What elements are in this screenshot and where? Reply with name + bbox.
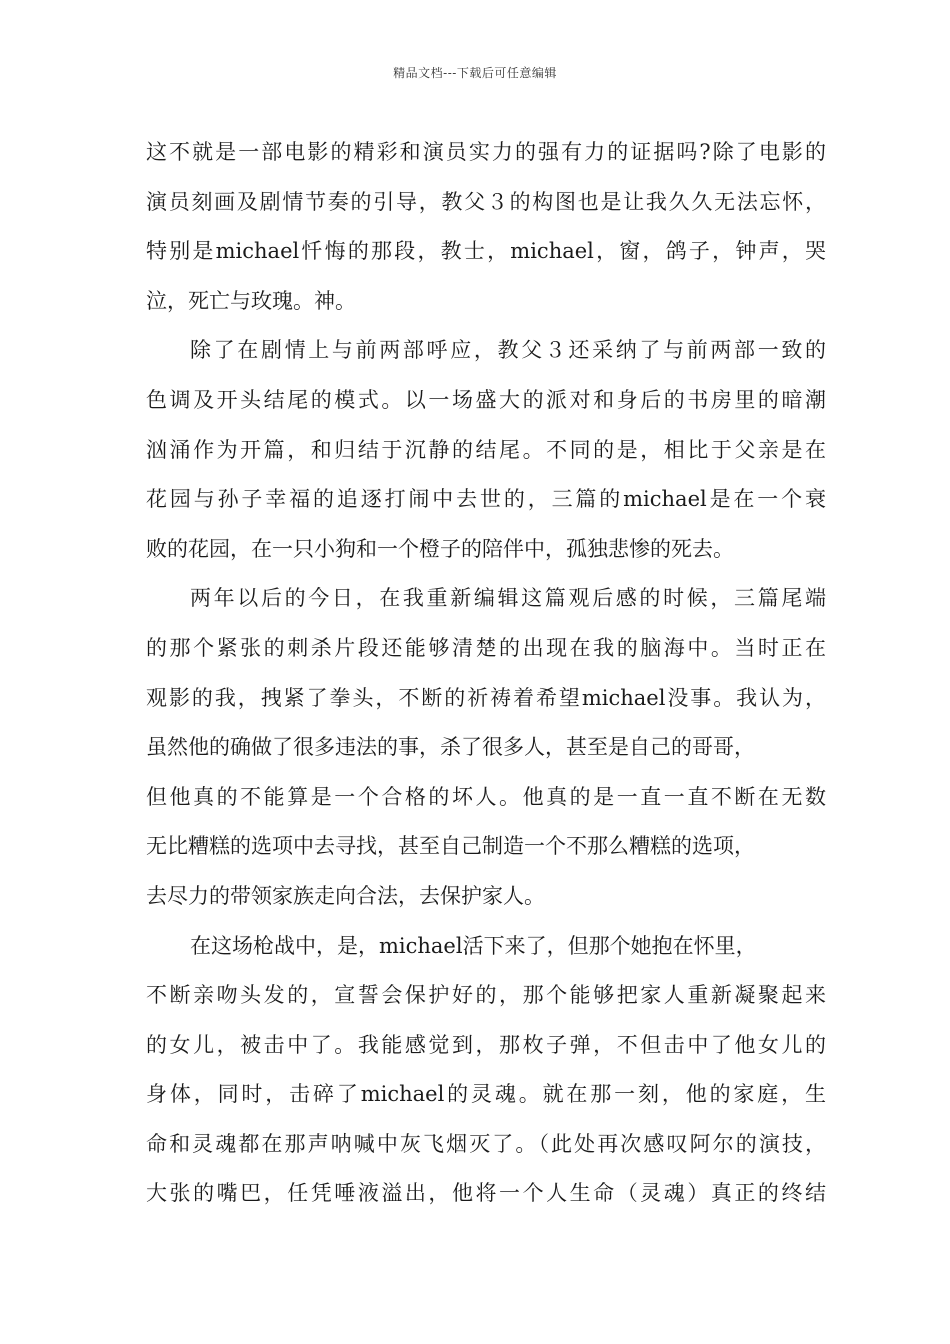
text-line: 的女儿，被击中了。我能感觉到，那枚子弹，不但击中了他女儿的 <box>146 1032 826 1057</box>
text-line: 观影的我，拽紧了拳头，不断的祈祷着希望michael没事。我认为， <box>146 685 826 710</box>
text-line: 两年以后的今日，在我重新编辑这篇观后感的时候，三篇尾端 <box>190 586 826 611</box>
text-line: 泣，死亡与玫瑰。神。 <box>146 288 356 313</box>
page-header: 精品文档---下载后可任意编辑 <box>393 66 557 80</box>
text-line: 大张的嘴巴，任凭唾液溢出，他将一个人生命（灵魂）真正的终结 <box>146 1181 826 1206</box>
text-line: 汹涌作为开篇，和归结于沉静的结尾。不同的是，相比于父亲是在 <box>146 437 826 462</box>
document-body <box>146 128 826 1219</box>
text-line: 但他真的不能算是一个合格的坏人。他真的是一直一直不断在无数 <box>146 784 826 809</box>
text-line: 除了在剧情上与前两部呼应，教父３还采纳了与前两部一致的 <box>190 338 826 363</box>
text-line: 身体，同时，击碎了michael的灵魂。就在那一刻，他的家庭，生 <box>146 1082 826 1107</box>
text-line: 的那个紧张的刺杀片段还能够清楚的出现在我的脑海中。当时正在 <box>146 635 826 660</box>
text-line: 虽然他的确做了很多违法的事，杀了很多人，甚至是自己的哥哥， <box>146 735 755 760</box>
text-line: 去尽力的带领家族走向合法，去保护家人。 <box>146 883 545 908</box>
text-line: 败的花园，在一只小狗和一个橙子的陪伴中，孤独悲惨的死去。 <box>146 536 734 561</box>
text-line: 这不就是一部电影的精彩和演员实力的强有力的证据吗?除了电影的 <box>146 140 826 164</box>
text-line: 色调及开头结尾的模式。以一场盛大的派对和身后的书房里的暗潮 <box>146 387 826 412</box>
text-line: 不断亲吻头发的，宣誓会保护好的，那个能够把家人重新凝聚起来 <box>146 983 826 1008</box>
text-line: 在这场枪战中，是，michael活下来了，但那个她抱在怀里， <box>190 933 757 958</box>
text-line: 无比糟糕的选项中去寻找，甚至自己制造一个不那么糟糕的选项， <box>146 834 755 859</box>
text-line: 特别是michael忏悔的那段，教士，michael，窗，鸽子，钟声，哭 <box>146 239 826 264</box>
text-line: 演员刻画及剧情节奏的引导，教父３的构图也是让我久久无法忘怀， <box>146 189 826 214</box>
text-line: 命和灵魂都在那声呐喊中灰飞烟灭了。（此处再次感叹阿尔的演技， <box>146 1131 826 1156</box>
text-line: 花园与孙子幸福的追逐打闹中去世的，三篇的michael是在一个衰 <box>146 487 826 512</box>
